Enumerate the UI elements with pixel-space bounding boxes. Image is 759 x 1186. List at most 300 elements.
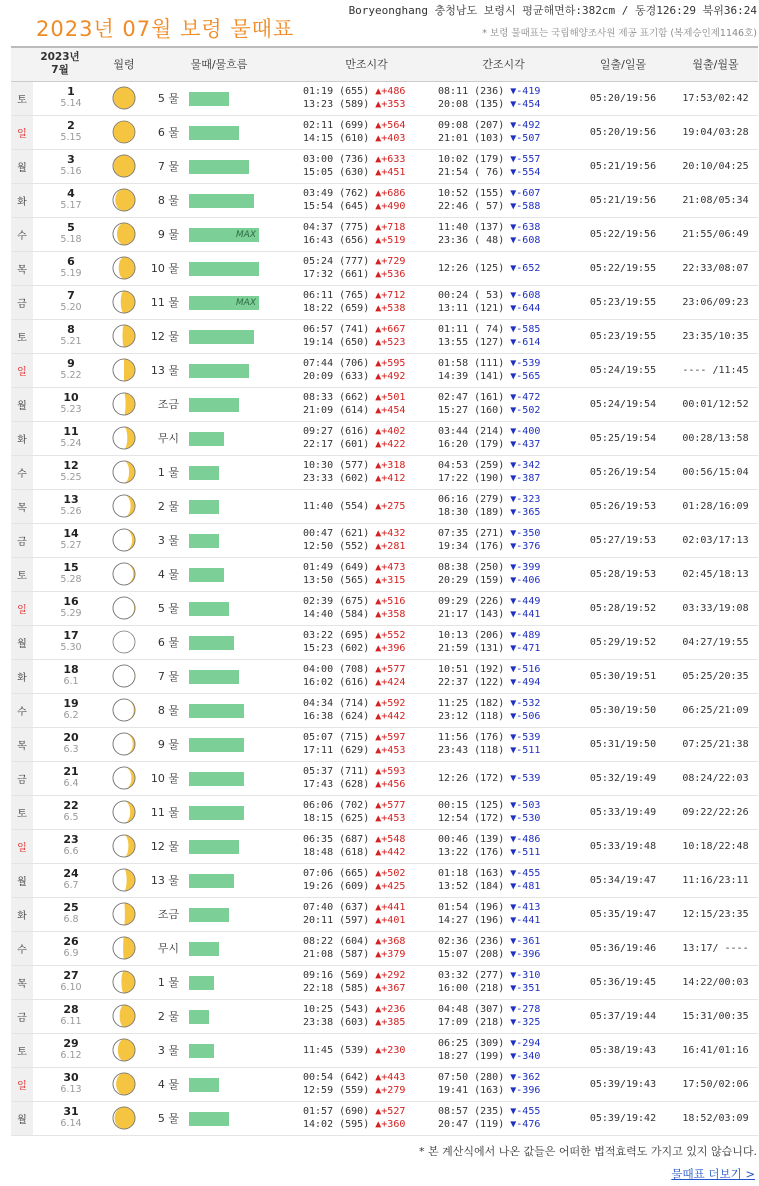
low-tide-time: 13:11 (121) [438,303,505,314]
lunar-date: 5.30 [60,642,82,653]
low-tide-cell [434,217,573,251]
date-cell [33,183,109,217]
solar-day: 26 [63,935,79,948]
mul-name: 12 물 [150,840,179,853]
high-tide-entry [303,472,434,485]
moon-phase-icon [112,732,136,756]
high-tide-cell [299,1067,434,1101]
high-tide-diff: ▲+490 [375,201,406,212]
high-tide-time: 01:49 (649) [303,562,370,573]
low-tide-entry [438,506,573,519]
high-tide-time: 05:24 (777) [303,256,370,267]
high-tide-entry [303,935,434,948]
high-tide-diff: ▲+577 [375,664,406,675]
solar-day: 9 [67,357,75,370]
high-tide-time: 06:35 (687) [303,834,370,845]
day-of-week: 금 [11,999,33,1033]
sunrise-sunset: 05:20/19:56 [573,115,673,149]
low-tide-time: 11:40 (137) [438,222,505,233]
moonrise-moonset: 13:17/ ---- [673,931,758,965]
high-tide-time: 06:06 (702) [303,800,370,811]
high-tide-entry [303,663,434,676]
low-tide-diff: ▼-376 [510,541,541,552]
low-tide-diff: ▼-638 [510,222,541,233]
tide-flow-bar [189,160,249,174]
low-tide-time: 00:46 (139) [438,834,505,845]
day-of-week: 월 [11,863,33,897]
low-tide-time: 19:41 (163) [438,1085,505,1096]
high-tide-cell [299,523,434,557]
moonrise-moonset: 19:04/03:28 [673,115,758,149]
low-tide-entry [438,629,573,642]
mul-name: 5 물 [157,92,179,105]
mul-name: 7 물 [157,670,179,683]
date-cell [33,455,109,489]
table-row [11,1101,758,1135]
high-tide-entry [303,425,434,438]
low-tide-time: 22:37 (122) [438,677,505,688]
high-tide-cell [299,319,434,353]
low-tide-diff: ▼-607 [510,188,541,199]
low-tide-time: 01:54 (196) [438,902,505,913]
mul-cell [139,251,299,285]
moon-phase-icon [112,120,136,144]
low-tide-cell [434,149,573,183]
high-tide-time: 00:54 (642) [303,1072,370,1083]
low-tide-diff: ▼-557 [510,154,541,165]
low-tide-time: 21:17 (143) [438,609,505,620]
high-tide-cell [299,693,434,727]
high-tide-diff: ▲+279 [375,1085,406,1096]
moon-phase-cell [109,81,139,115]
day-of-week: 월 [11,149,33,183]
sunrise-sunset: 05:28/19:53 [573,557,673,591]
low-tide-entry [438,336,573,349]
high-tide-time: 03:49 (762) [303,188,370,199]
lunar-date: 6.8 [63,914,79,925]
high-tide-cell [299,761,434,795]
high-tide-entry [303,812,434,825]
high-tide-cell [299,999,434,1033]
low-tide-entry [438,772,573,785]
high-tide-time: 04:00 (708) [303,664,370,675]
date-cell [33,625,109,659]
day-of-week: 월 [11,1101,33,1135]
sunrise-sunset: 05:22/19:55 [573,251,673,285]
high-tide-cell [299,557,434,591]
low-tide-diff: ▼-516 [510,664,541,675]
low-tide-time: 08:11 (236) [438,86,505,97]
solar-day: 24 [63,867,79,880]
lunar-date: 5.24 [60,438,82,449]
high-tide-entry [303,153,434,166]
high-tide-diff: ▲+712 [375,290,406,301]
low-tide-entry [438,1003,573,1016]
low-tide-entry [438,1118,573,1131]
low-tide-entry [438,833,573,846]
date-cell [33,965,109,999]
sunrise-sunset: 05:39/19:42 [573,1101,673,1135]
high-tide-time: 02:11 (699) [303,120,370,131]
high-tide-cell [299,353,434,387]
high-tide-entry [303,370,434,383]
low-tide-time: 21:01 (103) [438,133,505,144]
mul-name: 조금 [157,908,179,921]
moonrise-moonset: 07:25/21:38 [673,727,758,761]
low-tide-cell [434,81,573,115]
low-tide-time: 23:43 (118) [438,745,505,756]
high-tide-time: 07:40 (637) [303,902,370,913]
low-tide-diff: ▼-278 [510,1004,541,1015]
mul-name: 10 물 [150,262,179,275]
low-tide-entry [438,880,573,893]
high-tide-time: 09:16 (569) [303,970,370,981]
day-of-week: 일 [11,591,33,625]
low-tide-cell [434,659,573,693]
lunar-date: 6.13 [60,1084,82,1095]
sunrise-sunset: 05:26/19:53 [573,489,673,523]
sunrise-sunset: 05:23/19:55 [573,319,673,353]
low-tide-diff: ▼-539 [510,358,541,369]
lunar-date: 5.28 [60,574,82,585]
page-header [0,0,759,44]
tide-flow-bar [189,398,239,412]
solar-day: 30 [63,1071,79,1084]
high-tide-entry [303,710,434,723]
max-label: MAX [235,298,256,308]
high-tide-time: 22:18 (585) [303,983,370,994]
moonrise-moonset: 09:22/22:26 [673,795,758,829]
low-tide-time: 01:11 ( 74) [438,324,505,335]
date-cell [33,1067,109,1101]
low-tide-entry [438,914,573,927]
day-of-week: 목 [11,489,33,523]
low-tide-entry [438,370,573,383]
mul-name: 1 물 [157,976,179,989]
high-tide-entry [303,1071,434,1084]
moon-phase-cell [109,829,139,863]
tide-flow-bar [189,1044,214,1058]
low-tide-diff: ▼-350 [510,528,541,539]
low-tide-entry [438,595,573,608]
table-row [11,387,758,421]
low-tide-diff: ▼-340 [510,1051,541,1062]
low-tide-time: 01:58 (111) [438,358,505,369]
table-row [11,999,758,1033]
high-tide-time: 20:11 (597) [303,915,370,926]
high-tide-entry [303,527,434,540]
solar-day: 19 [63,697,79,710]
low-tide-time: 09:29 (226) [438,596,505,607]
low-tide-time: 19:34 (176) [438,541,505,552]
date-header [11,47,109,81]
high-tide-diff: ▲+441 [375,902,406,913]
lunar-date: 5.26 [60,506,82,517]
high-tide-entry [303,255,434,268]
low-tide-cell [434,387,573,421]
lunar-date: 6.12 [60,1050,82,1061]
lunar-date: 5.16 [60,166,82,177]
low-tide-diff: ▼-362 [510,1072,541,1083]
solar-day: 16 [63,595,79,608]
low-tide-time: 10:52 (155) [438,188,505,199]
mul-cell [139,115,299,149]
low-tide-diff: ▼-471 [510,643,541,654]
high-tide-entry [303,1044,434,1057]
high-tide-diff: ▲+501 [375,392,406,403]
table-row [11,285,758,319]
mul-cell [139,1067,299,1101]
mul-cell [139,625,299,659]
sunrise-sunset: 05:27/19:53 [573,523,673,557]
tide-flow-bar [189,1010,209,1024]
table-row [11,931,758,965]
solar-day: 29 [63,1037,79,1050]
low-tide-entry [438,302,573,315]
high-tide-diff: ▲+492 [375,371,406,382]
low-tide-time: 00:15 (125) [438,800,505,811]
low-tide-diff: ▼-614 [510,337,541,348]
lunar-date: 6.3 [63,744,79,755]
lunar-date: 5.25 [60,472,82,483]
high-tide-entry [303,119,434,132]
sunrise-sunset: 05:31/19:50 [573,727,673,761]
low-tide-diff: ▼-476 [510,1119,541,1130]
mul-name: 1 물 [157,466,179,479]
low-tide-diff: ▼-325 [510,1017,541,1028]
day-of-week: 일 [11,829,33,863]
mul-name: 9 물 [157,228,179,241]
date-cell [33,863,109,897]
tide-flow-bar [189,738,244,752]
low-tide-cell [434,693,573,727]
table-row [11,761,758,795]
solar-day: 28 [63,1003,79,1016]
moon-phase-icon [112,1038,136,1062]
low-tide-entry [438,493,573,506]
low-tide-entry [438,799,573,812]
table-row [11,183,758,217]
low-tide-diff: ▼-342 [510,460,541,471]
high-tide-diff: ▲+729 [375,256,406,267]
low-tide-time: 06:16 (279) [438,494,505,505]
high-tide-diff: ▲+453 [375,745,406,756]
high-tide-time: 11:45 (539) [303,1044,370,1056]
table-row [11,727,758,761]
low-tide-entry [438,438,573,451]
mul-cell [139,523,299,557]
low-tide-time: 11:56 (176) [438,732,505,743]
high-tide-entry [303,500,434,513]
lunar-date: 6.6 [63,846,79,857]
low-tide-entry [438,85,573,98]
day-of-week: 수 [11,931,33,965]
more-tide-link[interactable]: 물때표 더보기 > [671,1167,755,1181]
high-tide-diff: ▲+412 [375,473,406,484]
day-of-week: 수 [11,217,33,251]
high-tide-entry [303,595,434,608]
low-tide-diff: ▼-406 [510,575,541,586]
sunrise-sunset: 05:24/19:54 [573,387,673,421]
low-tide-diff: ▼-511 [510,745,541,756]
date-cell [33,557,109,591]
high-tide-cell [299,863,434,897]
mul-cell [139,455,299,489]
low-tide-cell [434,1101,573,1135]
moon-phase-icon [112,528,136,552]
date-header-year: 2023년 [40,51,80,64]
low-tide-time: 12:54 (172) [438,813,505,824]
table-row [11,897,758,931]
low-tide-cell [434,115,573,149]
low-tide-diff: ▼-472 [510,392,541,403]
solar-day: 17 [63,629,79,642]
table-row [11,1067,758,1101]
date-cell [33,421,109,455]
high-tide-cell [299,659,434,693]
solar-day: 12 [63,459,79,472]
table-row [11,829,758,863]
high-tide-time: 09:27 (616) [303,426,370,437]
moon-phase-icon [112,936,136,960]
low-tide-cell [434,421,573,455]
low-tide-entry [438,153,573,166]
high-tide-entry [303,833,434,846]
mul-cell [139,965,299,999]
sunrise-sunset: 05:24/19:55 [573,353,673,387]
date-cell [33,387,109,421]
solar-day: 7 [67,289,75,302]
low-tide-entry [438,200,573,213]
high-tide-entry [303,731,434,744]
high-tide-diff: ▲+292 [375,970,406,981]
low-tide-time: 17:22 (190) [438,473,505,484]
high-tide-entry [303,799,434,812]
high-tide-entry [303,1016,434,1029]
moon-phase-icon [112,188,136,212]
high-tide-time: 15:05 (630) [303,167,370,178]
high-tide-entry [303,336,434,349]
moonrise-moonset: 05:25/20:35 [673,659,758,693]
moon-phase-cell [109,1033,139,1067]
low-tide-diff: ▼-644 [510,303,541,314]
low-tide-diff: ▼-441 [510,915,541,926]
moonrise-moonset: 08:24/22:03 [673,761,758,795]
day-of-week: 토 [11,319,33,353]
sunrise-sunset: 05:33/19:48 [573,829,673,863]
mul-name: 3 물 [157,534,179,547]
high-tide-entry [303,948,434,961]
mul-cell [139,591,299,625]
high-tide-time: 06:11 (765) [303,290,370,301]
sunrise-sunset: 05:20/19:56 [573,81,673,115]
mul-name: 4 물 [157,568,179,581]
lunar-date: 6.5 [63,812,79,823]
lunar-date: 5.21 [60,336,82,347]
solar-day: 15 [63,561,79,574]
date-cell [33,795,109,829]
low-tide-entry [438,935,573,948]
high-tide-entry [303,404,434,417]
high-tide-time: 19:14 (650) [303,337,370,348]
date-cell [33,727,109,761]
lunar-date: 6.11 [60,1016,82,1027]
moonrise-moonset: 17:53/02:42 [673,81,758,115]
low-tide-time: 04:53 (259) [438,460,505,471]
high-tide-diff: ▲+403 [375,133,406,144]
high-tide-time: 20:09 (633) [303,371,370,382]
low-tide-entry [438,697,573,710]
high-tide-entry [303,200,434,213]
tide-flow-bar [189,636,234,650]
mul-cell [139,217,299,251]
low-tide-entry [438,221,573,234]
tide-flow-bar [189,330,254,344]
low-tide-diff: ▼-507 [510,133,541,144]
low-tide-entry [438,98,573,111]
solar-day: 14 [63,527,79,540]
moon-phase-cell [109,591,139,625]
moon-phase-cell [109,251,139,285]
low-tide-time: 02:47 (161) [438,392,505,403]
low-tide-cell [434,999,573,1033]
low-tide-diff: ▼-502 [510,405,541,416]
sunrise-sunset: 05:28/19:52 [573,591,673,625]
high-tide-entry [303,540,434,553]
low-tide-entry [438,391,573,404]
low-tide-entry [438,744,573,757]
high-tide-diff: ▲+443 [375,1072,406,1083]
low-tide-entry [438,642,573,655]
lunar-date: 6.2 [63,710,79,721]
low-tide-diff: ▼-310 [510,970,541,981]
high-tide-cell [299,217,434,251]
low-tide-entry [438,1050,573,1063]
high-tide-entry [303,85,434,98]
low-tide-time: 01:18 (163) [438,868,505,879]
mul-cell [139,557,299,591]
day-of-week: 목 [11,727,33,761]
low-tide-diff: ▼-454 [510,99,541,110]
sunrise-sunset: 05:34/19:47 [573,863,673,897]
high-tide-diff: ▲+456 [375,779,406,790]
mul-cell [139,659,299,693]
moon-phase-icon [112,324,136,348]
date-cell [33,999,109,1033]
moon-phase-icon [112,596,136,620]
high-tide-entry [303,459,434,472]
moon-phase-cell [109,489,139,523]
high-tide-time: 00:47 (621) [303,528,370,539]
moonrise-moonset: 02:03/17:13 [673,523,758,557]
solar-day: 6 [67,255,75,268]
low-tide-entry [438,289,573,302]
high-tide-diff: ▲+519 [375,235,406,246]
lunar-date: 6.4 [63,778,79,789]
high-tide-time: 03:00 (736) [303,154,370,165]
moon-phase-icon [112,1072,136,1096]
high-tide-cell [299,625,434,659]
moon-phase-cell [109,693,139,727]
low-tide-cell [434,727,573,761]
moon-phase-cell [109,931,139,965]
mul-cell [139,149,299,183]
high-tide-cell [299,727,434,761]
low-tide-diff: ▼-532 [510,698,541,709]
tide-flow-bar [189,874,234,888]
lunar-date: 5.17 [60,200,82,211]
moon-phase-icon [112,698,136,722]
